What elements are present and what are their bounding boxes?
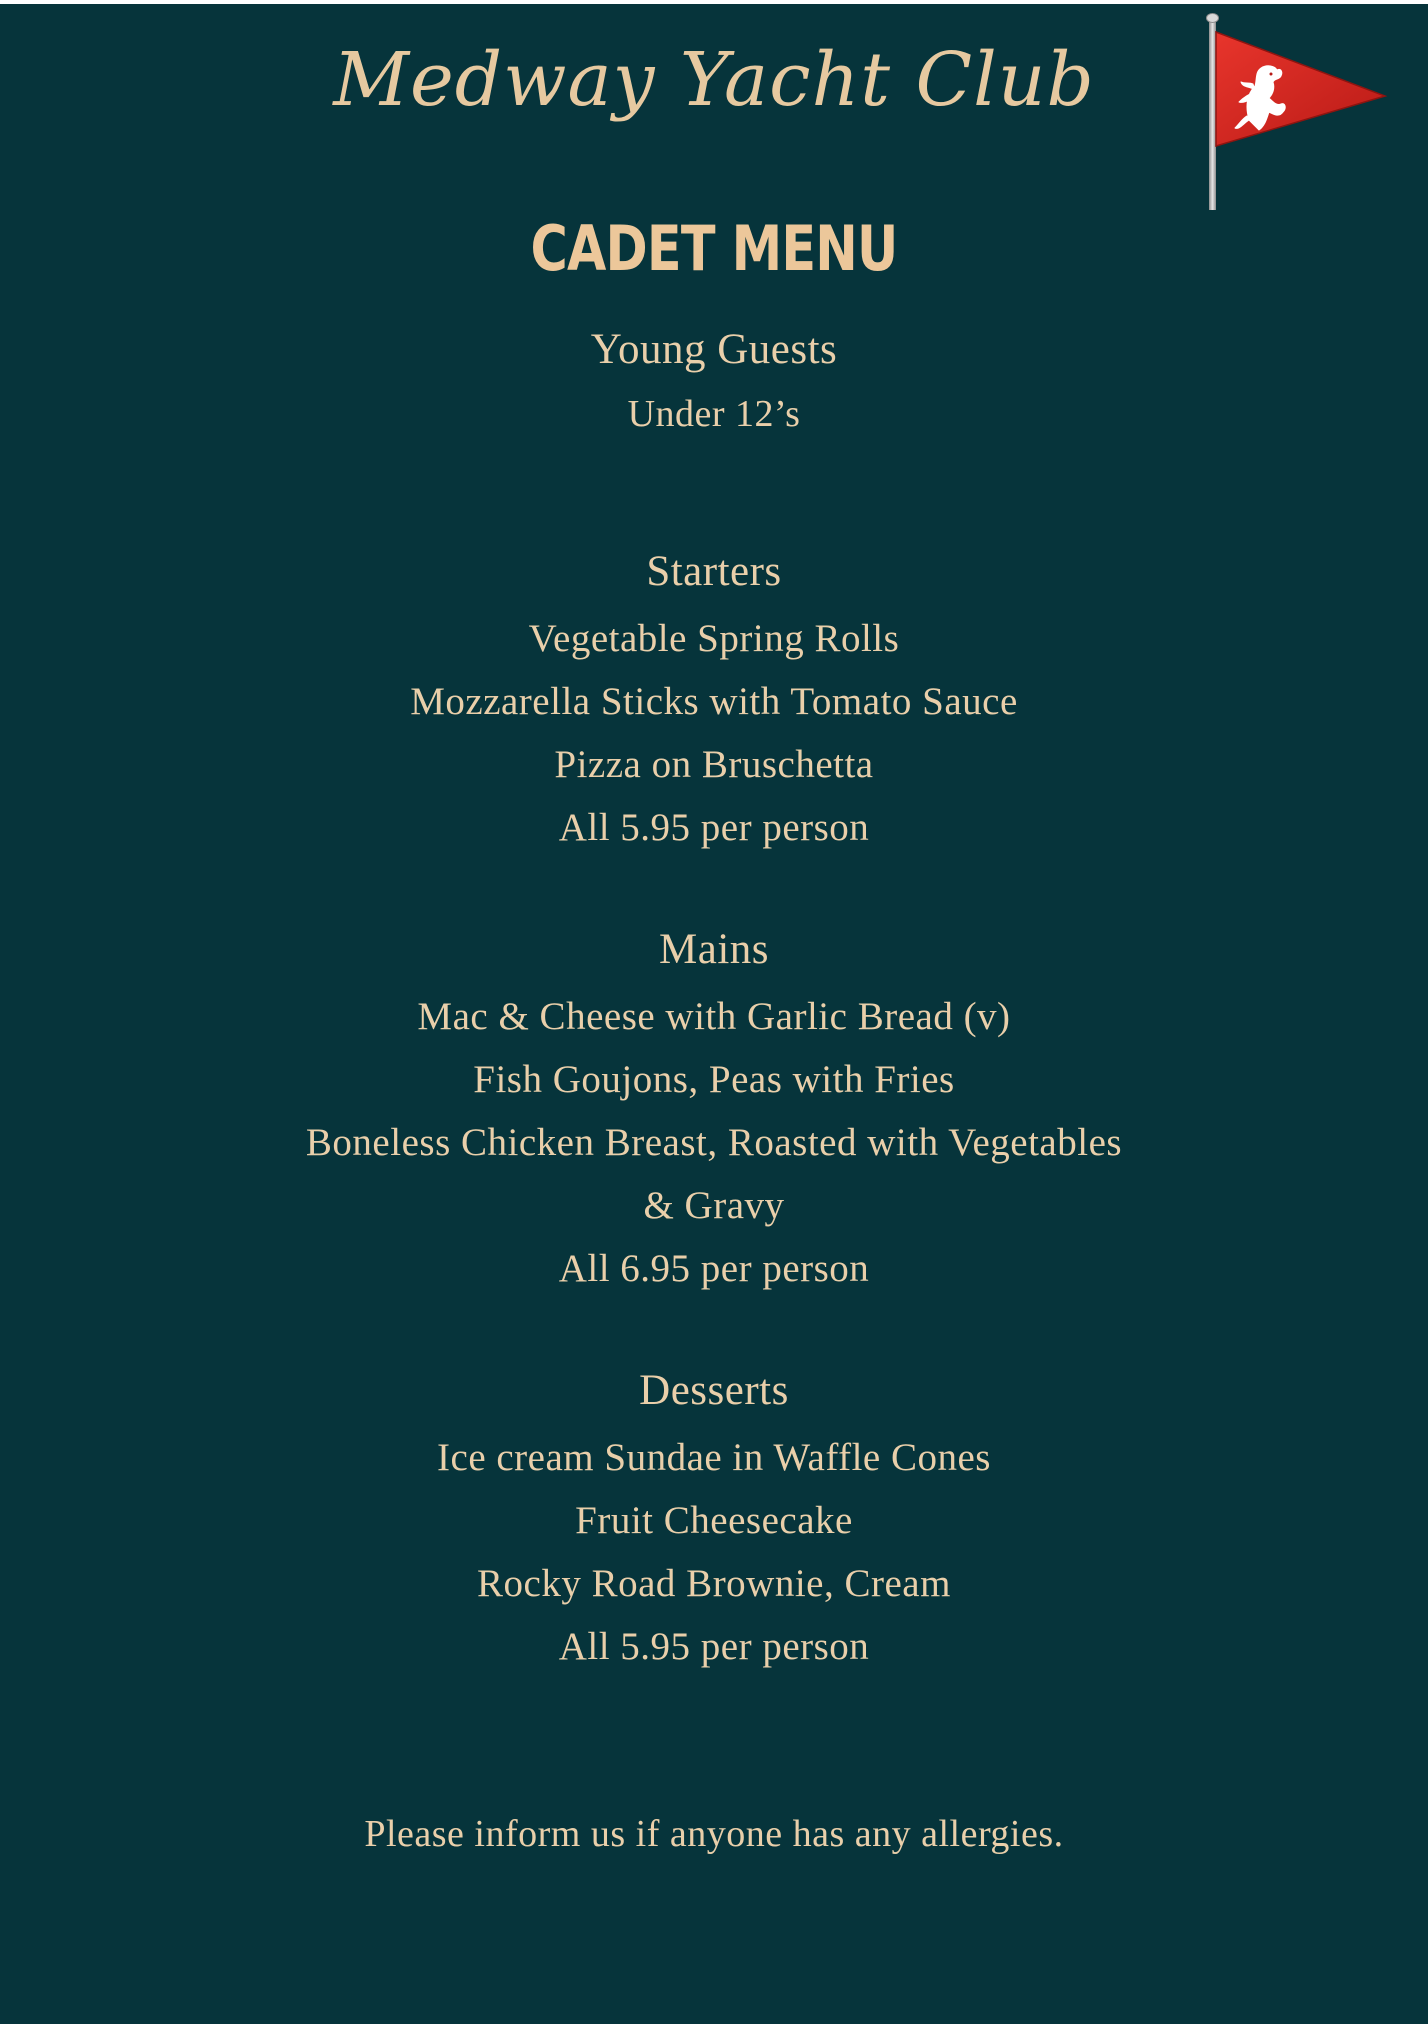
menu-title: CADET MENU — [530, 212, 898, 285]
section-heading-starters: Starters — [646, 548, 782, 595]
allergy-note: Please inform us if anyone has any allergies. — [364, 1813, 1064, 1855]
menu-item: Mozzarella Sticks with Tomato Sauce — [410, 680, 1018, 723]
menu-item: Fish Goujons, Peas with Fries — [473, 1058, 955, 1101]
menu-item: Pizza on Bruschetta — [554, 743, 874, 786]
menu-item: Vegetable Spring Rolls — [528, 617, 900, 660]
section-price: All 5.95 per person — [558, 806, 870, 849]
club-name: Medway Yacht Club — [333, 37, 1095, 123]
menu-page — [0, 4, 1428, 2024]
menu-item: Fruit Cheesecake — [575, 1499, 853, 1542]
section-price: All 6.95 per person — [558, 1247, 870, 1290]
age-note: Under 12’s — [627, 393, 801, 435]
menu-item: Rocky Road Brownie, Cream — [477, 1562, 951, 1605]
menu-item: & Gravy — [643, 1184, 785, 1227]
section-heading-mains: Mains — [659, 926, 769, 973]
menu-item: Boneless Chicken Breast, Roasted with Vegetables — [305, 1121, 1123, 1164]
kent-horse-pennant-icon — [1195, 8, 1395, 214]
section-price: All 5.95 per person — [558, 1625, 870, 1668]
section-heading-desserts: Desserts — [639, 1367, 789, 1414]
menu-subtitle: Young Guests — [590, 326, 838, 373]
menu-item: Mac & Cheese with Garlic Bread (v) — [417, 995, 1011, 1038]
menu-item: Ice cream Sundae in Waffle Cones — [437, 1436, 991, 1479]
